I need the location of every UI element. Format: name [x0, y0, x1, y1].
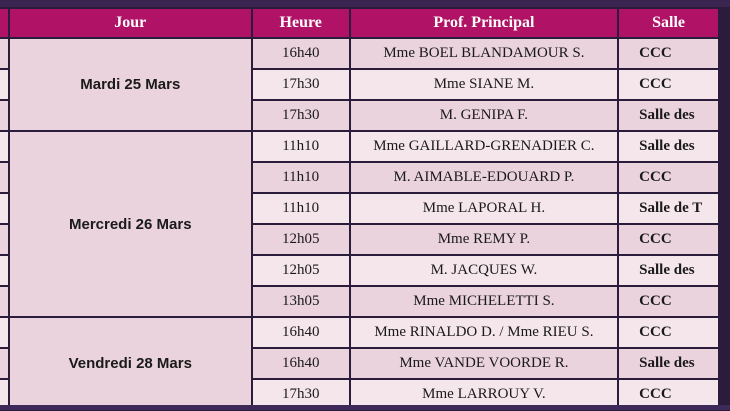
class-cell [0, 349, 8, 378]
room-cell: CCC [619, 163, 718, 192]
teacher-cell: M. JACQUES W. [351, 256, 618, 285]
time-cell: 17h30 [253, 101, 349, 130]
schedule-table [0, 7, 720, 411]
class-cell [0, 287, 8, 316]
room-cell: CCC [619, 380, 718, 409]
time-cell: 11h10 [253, 163, 349, 192]
time-cell: 12h05 [253, 256, 349, 285]
class-cell [0, 39, 8, 68]
room-cell: Salle des [619, 349, 718, 378]
room-cell: Salle de T [619, 194, 718, 223]
time-cell: 11h10 [253, 194, 349, 223]
bottom-bar [0, 405, 730, 410]
teacher-cell: Mme BOEL BLANDAMOUR S. [351, 39, 618, 68]
room-cell: CCC [619, 39, 718, 68]
teacher-cell: Mme LAPORAL H. [351, 194, 618, 223]
time-cell: 17h30 [253, 380, 349, 409]
header-row [0, 9, 718, 37]
class-cell [0, 70, 8, 99]
class-cell [0, 225, 8, 254]
class-cell [0, 132, 8, 161]
day-cell: Mercredi 26 Mars [10, 132, 251, 316]
table-row [0, 132, 718, 161]
time-cell: 11h10 [253, 132, 349, 161]
header-salle: Salle [619, 9, 718, 37]
room-cell: CCC [619, 70, 718, 99]
room-cell: Salle des [619, 101, 718, 130]
table-row [0, 318, 718, 347]
header-class [0, 9, 8, 37]
class-cell [0, 318, 8, 347]
class-cell [0, 101, 8, 130]
teacher-cell: Mme LARROUY V. [351, 380, 618, 409]
time-cell: 13h05 [253, 287, 349, 316]
header-prof: Prof. Principal [351, 9, 618, 37]
class-cell [0, 163, 8, 192]
teacher-cell: Mme SIANE M. [351, 70, 618, 99]
top-bar [0, 0, 730, 7]
class-cell [0, 194, 8, 223]
teacher-cell: Mme MICHELETTI S. [351, 287, 618, 316]
room-cell: Salle des [619, 132, 718, 161]
teacher-cell: Mme RINALDO D. / Mme RIEU S. [351, 318, 618, 347]
time-cell: 16h40 [253, 349, 349, 378]
time-cell: 17h30 [253, 70, 349, 99]
teacher-cell: Mme VANDE VOORDE R. [351, 349, 618, 378]
room-cell: CCC [619, 225, 718, 254]
time-cell: 12h05 [253, 225, 349, 254]
day-cell: Mardi 25 Mars [10, 39, 251, 130]
time-cell: 16h40 [253, 318, 349, 347]
teacher-cell: M. GENIPA F. [351, 101, 618, 130]
time-cell: 16h40 [253, 39, 349, 68]
room-cell: Salle des [619, 256, 718, 285]
class-cell [0, 256, 8, 285]
table-row [0, 39, 718, 68]
teacher-cell: Mme GAILLARD-GRENADIER C. [351, 132, 618, 161]
room-cell: CCC [619, 318, 718, 347]
teacher-cell: M. AIMABLE-EDOUARD P. [351, 163, 618, 192]
teacher-cell: Mme REMY P. [351, 225, 618, 254]
header-jour: Jour [10, 9, 251, 37]
room-cell: CCC [619, 287, 718, 316]
day-cell: Vendredi 28 Mars [10, 318, 251, 409]
header-heure: Heure [253, 9, 349, 37]
